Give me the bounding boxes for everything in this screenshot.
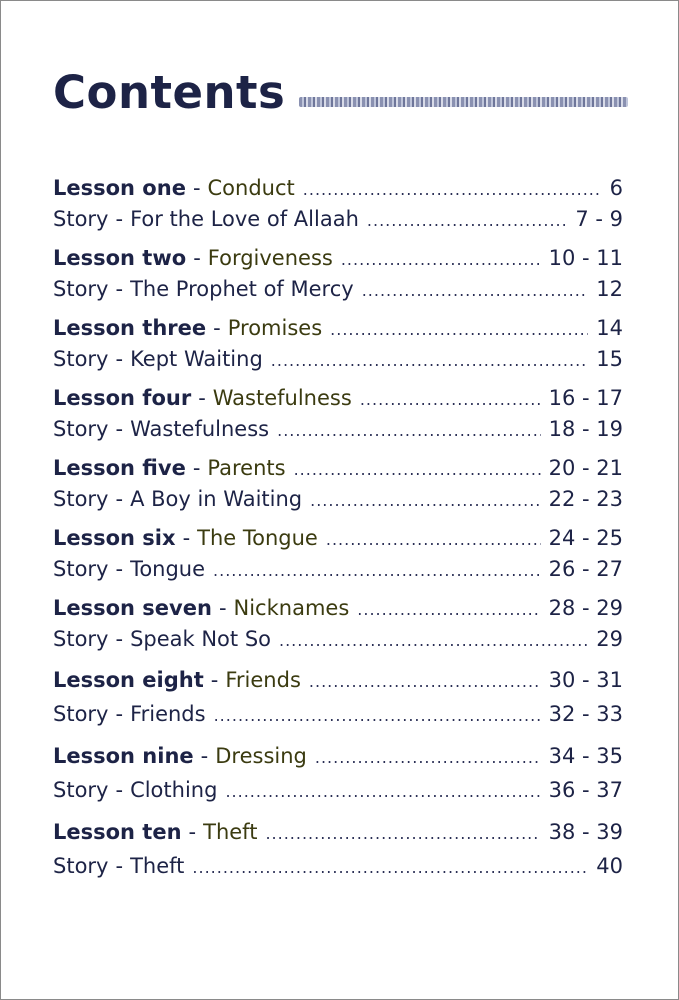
separator-dash: - bbox=[193, 246, 201, 270]
story-title: Tongue bbox=[130, 557, 206, 581]
dot-leader bbox=[294, 454, 541, 485]
dot-leader bbox=[357, 594, 540, 625]
toc-lesson-row[interactable] bbox=[53, 173, 623, 204]
separator-dash: - bbox=[218, 596, 227, 620]
lesson-label: Lesson one bbox=[53, 176, 186, 200]
toc-story-row[interactable] bbox=[53, 697, 623, 731]
toc-entry-group bbox=[53, 739, 623, 807]
lesson-topic: Promises bbox=[227, 316, 323, 340]
dot-leader bbox=[213, 555, 541, 586]
lesson-topic: Theft bbox=[203, 820, 258, 844]
story-page-numbers: 15 bbox=[596, 347, 623, 371]
dot-leader bbox=[360, 384, 541, 415]
story-title: Wastefulness bbox=[130, 417, 270, 441]
dot-leader bbox=[279, 625, 588, 656]
toc-lesson-row[interactable] bbox=[53, 453, 623, 484]
story-page-numbers: 26 - 27 bbox=[548, 557, 623, 581]
separator-dash: - bbox=[115, 557, 124, 581]
story-title: The Prophet of Mercy bbox=[130, 277, 354, 301]
separator-dash: - bbox=[115, 627, 124, 651]
separator-dash: - bbox=[192, 456, 201, 480]
toc-entry-group bbox=[53, 173, 623, 235]
dot-leader bbox=[330, 314, 588, 345]
title-decorative-rule bbox=[299, 97, 628, 107]
dot-leader bbox=[192, 851, 588, 885]
separator-dash: - bbox=[115, 702, 124, 726]
story-label: Story bbox=[53, 347, 109, 371]
story-label: Story bbox=[53, 778, 109, 802]
dot-leader bbox=[214, 699, 541, 733]
table-of-contents bbox=[53, 173, 623, 891]
lesson-page-numbers: 28 - 29 bbox=[548, 596, 623, 620]
lesson-page-numbers: 10 - 11 bbox=[548, 246, 623, 270]
story-title: For the Love of Allaah bbox=[130, 207, 359, 231]
title-row bbox=[53, 59, 628, 119]
lesson-topic: The Tongue bbox=[197, 526, 318, 550]
dot-leader bbox=[362, 275, 589, 306]
dot-leader bbox=[277, 415, 541, 446]
toc-entry-group bbox=[53, 523, 623, 585]
story-title: Speak Not So bbox=[130, 627, 271, 651]
toc-story-row[interactable] bbox=[53, 554, 623, 585]
dot-leader bbox=[310, 485, 541, 516]
story-title: A Boy in Waiting bbox=[130, 487, 303, 511]
lesson-topic: Dressing bbox=[215, 744, 307, 768]
dot-leader bbox=[225, 775, 540, 809]
lesson-page-numbers: 34 - 35 bbox=[548, 744, 623, 768]
separator-dash: - bbox=[213, 316, 221, 340]
separator-dash: - bbox=[115, 854, 124, 878]
separator-dash: - bbox=[115, 207, 124, 231]
lesson-topic: Nicknames bbox=[233, 596, 350, 620]
dot-leader bbox=[309, 665, 541, 699]
dot-leader bbox=[367, 205, 567, 236]
lesson-label: Lesson four bbox=[53, 386, 192, 410]
story-label: Story bbox=[53, 627, 109, 651]
toc-entry-group bbox=[53, 663, 623, 731]
toc-entry-group bbox=[53, 243, 623, 305]
story-title: Friends bbox=[130, 702, 206, 726]
story-label: Story bbox=[53, 277, 109, 301]
toc-story-row[interactable] bbox=[53, 274, 623, 305]
separator-dash: - bbox=[115, 417, 124, 441]
dot-leader bbox=[315, 741, 541, 775]
lesson-page-numbers: 24 - 25 bbox=[548, 526, 623, 550]
lesson-label: Lesson nine bbox=[53, 744, 194, 768]
lesson-page-numbers: 6 bbox=[609, 176, 623, 200]
lesson-topic: Parents bbox=[207, 456, 286, 480]
toc-lesson-row[interactable] bbox=[53, 593, 623, 624]
dot-leader bbox=[271, 345, 588, 376]
dot-leader bbox=[326, 524, 541, 555]
toc-story-row[interactable] bbox=[53, 204, 623, 235]
separator-dash: - bbox=[115, 487, 124, 511]
story-label: Story bbox=[53, 487, 109, 511]
toc-story-row[interactable] bbox=[53, 773, 623, 807]
separator-dash: - bbox=[200, 744, 209, 768]
toc-lesson-row[interactable] bbox=[53, 739, 623, 773]
lesson-label: Lesson six bbox=[53, 526, 176, 550]
lesson-topic: Forgiveness bbox=[207, 246, 333, 270]
lesson-topic: Friends bbox=[225, 668, 301, 692]
lesson-page-numbers: 20 - 21 bbox=[548, 456, 623, 480]
lesson-topic: Conduct bbox=[207, 176, 295, 200]
lesson-page-numbers: 38 - 39 bbox=[548, 820, 623, 844]
lesson-label: Lesson five bbox=[53, 456, 186, 480]
toc-lesson-row[interactable] bbox=[53, 815, 623, 849]
toc-lesson-row[interactable] bbox=[53, 313, 623, 344]
toc-story-row[interactable] bbox=[53, 414, 623, 445]
toc-lesson-row[interactable] bbox=[53, 523, 623, 554]
lesson-label: Lesson ten bbox=[53, 820, 182, 844]
story-page-numbers: 29 bbox=[596, 627, 623, 651]
separator-dash: - bbox=[192, 176, 201, 200]
story-page-numbers: 7 - 9 bbox=[575, 207, 623, 231]
separator-dash: - bbox=[188, 820, 197, 844]
story-label: Story bbox=[53, 417, 109, 441]
separator-dash: - bbox=[115, 778, 124, 802]
lesson-topic: Wastefulness bbox=[212, 386, 352, 410]
toc-entry-group bbox=[53, 313, 623, 375]
toc-story-row[interactable] bbox=[53, 484, 623, 515]
toc-story-row[interactable] bbox=[53, 624, 623, 655]
lesson-label: Lesson two bbox=[53, 246, 187, 270]
story-page-numbers: 32 - 33 bbox=[548, 702, 623, 726]
lesson-page-numbers: 14 bbox=[596, 316, 623, 340]
story-title: Kept Waiting bbox=[130, 347, 263, 371]
dot-leader bbox=[341, 244, 541, 275]
story-label: Story bbox=[53, 557, 109, 581]
toc-entry-group bbox=[53, 383, 623, 445]
story-page-numbers: 12 bbox=[596, 277, 623, 301]
story-page-numbers: 40 bbox=[596, 854, 623, 878]
separator-dash: - bbox=[115, 277, 124, 301]
story-title: Theft bbox=[130, 854, 185, 878]
separator-dash: - bbox=[210, 668, 219, 692]
toc-story-row[interactable] bbox=[53, 344, 623, 375]
toc-lesson-row[interactable] bbox=[53, 243, 623, 274]
toc-lesson-row[interactable] bbox=[53, 383, 623, 414]
toc-entry-group bbox=[53, 593, 623, 655]
lesson-page-numbers: 30 - 31 bbox=[548, 668, 623, 692]
toc-story-row[interactable] bbox=[53, 849, 623, 883]
dot-leader bbox=[265, 817, 540, 851]
story-page-numbers: 22 - 23 bbox=[548, 487, 623, 511]
lesson-label: Lesson three bbox=[53, 316, 207, 340]
story-label: Story bbox=[53, 702, 109, 726]
separator-dash: - bbox=[198, 386, 206, 410]
story-title: Clothing bbox=[130, 778, 218, 802]
lesson-label: Lesson eight bbox=[53, 668, 204, 692]
dot-leader bbox=[303, 174, 602, 205]
page-title: Contents bbox=[53, 66, 286, 119]
lesson-label: Lesson seven bbox=[53, 596, 212, 620]
toc-lesson-row[interactable] bbox=[53, 663, 623, 697]
separator-dash: - bbox=[115, 347, 124, 371]
story-page-numbers: 36 - 37 bbox=[548, 778, 623, 802]
separator-dash: - bbox=[182, 526, 191, 550]
lesson-page-numbers: 16 - 17 bbox=[548, 386, 623, 410]
story-label: Story bbox=[53, 854, 109, 878]
story-label: Story bbox=[53, 207, 109, 231]
toc-entry-group bbox=[53, 815, 623, 883]
story-page-numbers: 18 - 19 bbox=[548, 417, 623, 441]
toc-entry-group bbox=[53, 453, 623, 515]
